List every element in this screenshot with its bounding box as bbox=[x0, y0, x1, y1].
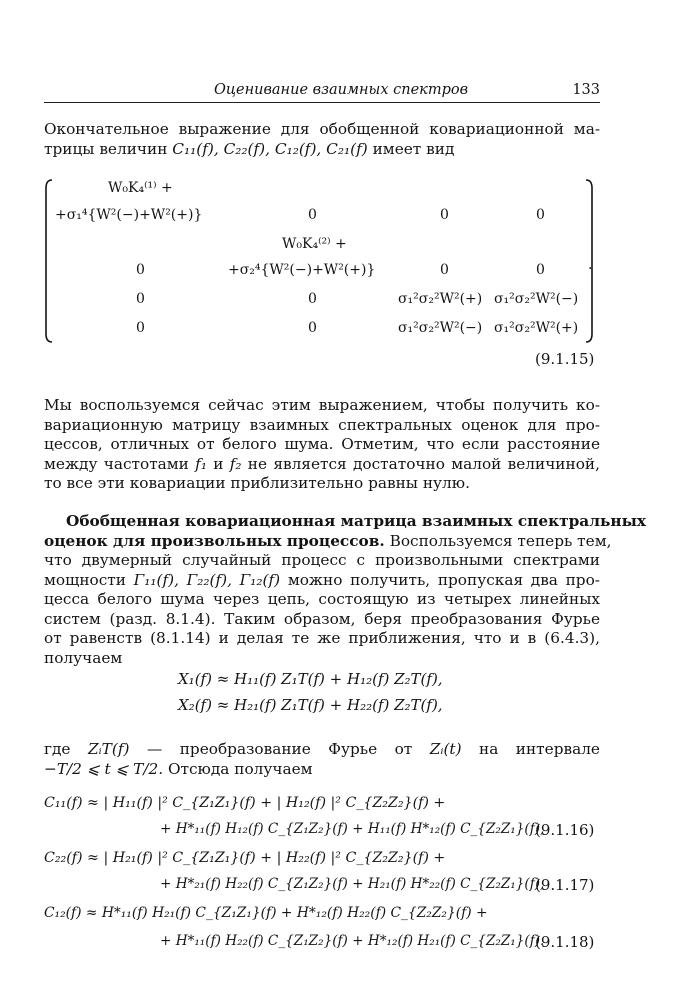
matrix-r2c1: 0 bbox=[136, 262, 145, 278]
running-header bbox=[44, 82, 600, 102]
section-text: Воспользуемся теперь тем, bbox=[389, 531, 612, 550]
equation-number-9-1-16: (9.1.16) bbox=[535, 821, 595, 839]
para2-f1: f₁ bbox=[195, 454, 207, 473]
equation-x1: X₁(f) ≈ H₁₁(f) Z₁T(f) + H₁₂(f) Z₂T(f), bbox=[178, 670, 443, 688]
matrix-r1c2: 0 bbox=[308, 207, 317, 223]
equation-number-9-1-18: (9.1.18) bbox=[535, 933, 595, 951]
where-text-2: Отсюда получаем bbox=[167, 759, 313, 778]
intro-line-1: Окончательное выражение для обобщенной ковариационной ма- bbox=[44, 120, 600, 138]
eq18-line-b: + H*₁₁(f) H₂₂(f) C_{Z₁Z₂}(f) + H*₁₂(f) H₂₁(f) C_{Z₂Z₁}(f). bbox=[160, 933, 545, 949]
where-interval: −T/2 ⩽ t ⩽ T/2. bbox=[44, 759, 164, 778]
section-line-4 bbox=[44, 571, 600, 591]
para2-line-4 bbox=[44, 455, 600, 475]
section-line-2 bbox=[44, 531, 612, 552]
eq17-line-b: + H*₂₁(f) H₂₂(f) C_{Z₁Z₂}(f) + H₂₁(f) H*₂₂(f) C_{Z₂Z₁}(f), bbox=[160, 876, 545, 892]
matrix-r4c4: σ₁²σ₂²W²(+) bbox=[494, 320, 579, 336]
matrix-r3c2: 0 bbox=[308, 291, 317, 307]
matrix-r1c3: 0 bbox=[440, 207, 449, 223]
para2-text: между частотами bbox=[44, 454, 189, 473]
header-title: Оценивание взаимных спектров bbox=[214, 82, 469, 98]
equation-x2: X₂(f) ≈ H₂₁(f) Z₁T(f) + H₂₂(f) Z₂T(f), bbox=[178, 696, 443, 714]
matrix-r2c2-a: W₀K₄⁽²⁾ + bbox=[282, 236, 347, 252]
matrix-r3c1: 0 bbox=[136, 291, 145, 307]
matrix-r4c3: σ₁²σ₂²W²(−) bbox=[398, 320, 483, 336]
para2-line-2: вариационную матрицу взаимных спектральных оценок для про- bbox=[44, 415, 600, 434]
section-spectra-vars: Γ₁₁(f), Γ₂₂(f), Γ₁₂(f) bbox=[133, 570, 281, 589]
where-paragraph bbox=[44, 740, 600, 779]
eq18-line-a: C₁₂(f) ≈ H*₁₁(f) H₂₁(f) C_{Z₁Z₁}(f) + H*₁₂(f) H₂₂(f) C_{Z₂Z₂}(f) + bbox=[44, 905, 488, 921]
section-line-3: что двумерный случайный процесс с произвольными спектрами bbox=[44, 551, 600, 569]
where-text: где bbox=[44, 740, 71, 758]
intro-text: трицы величин bbox=[44, 139, 168, 158]
section-line-8: получаем bbox=[44, 648, 123, 667]
para2-and: и bbox=[213, 454, 224, 473]
equation-number-9-1-17: (9.1.17) bbox=[535, 876, 595, 894]
para2-line-3: цессов, отличных от белого шума. Отметим, что если расстояние bbox=[44, 435, 600, 453]
intro-paragraph bbox=[44, 120, 600, 159]
matrix-r4c1: 0 bbox=[136, 320, 145, 336]
where-text-end: на интервале bbox=[479, 740, 600, 758]
paragraph-2 bbox=[44, 396, 600, 494]
matrix-r3c4: σ₁²σ₂²W²(−) bbox=[494, 291, 579, 307]
section-line-5: цесса белого шума через цепь, состоящую из четырех линейных bbox=[44, 590, 600, 608]
matrix-r1c4: 0 bbox=[536, 207, 545, 223]
matrix-r2c3: 0 bbox=[440, 262, 449, 278]
equation-number-9-1-15: (9.1.15) bbox=[535, 350, 595, 368]
eq17-line-a: C₂₂(f) ≈ | H₂₁(f) |² C_{Z₁Z₁}(f) + | H₂₂(f) |² C_{Z₂Z₂}(f) + bbox=[44, 850, 446, 866]
where-line-2 bbox=[44, 760, 600, 780]
where-line-1 bbox=[44, 740, 600, 760]
matrix-trailing-period: . bbox=[588, 257, 593, 273]
section-paragraph bbox=[44, 512, 647, 668]
eq16-line-a: C₁₁(f) ≈ | H₁₁(f) |² C_{Z₁Z₁}(f) + | H₁₂(f) |² C_{Z₂Z₂}(f) + bbox=[44, 795, 446, 811]
section-heading-line-1: Обобщенная ковариационная матрица взаимных спектральных bbox=[66, 512, 647, 530]
header-rule bbox=[44, 102, 600, 103]
section-text-power: мощности bbox=[44, 570, 126, 589]
matrix-r1c1-a: W₀K₄⁽¹⁾ + bbox=[108, 180, 173, 196]
section-text-end: можно получить, пропуская два про- bbox=[287, 570, 600, 589]
where-text-mid: — преобразование Фурье от bbox=[146, 740, 413, 758]
matrix-r2c4: 0 bbox=[536, 262, 545, 278]
para2-line-5: то все эти ковариации приблизительно равны нулю. bbox=[44, 474, 470, 492]
eq16-line-b: + H*₁₁(f) H₁₂(f) C_{Z₁Z₂}(f) + H₁₁(f) H*₁₂(f) C_{Z₂Z₁}(f), bbox=[160, 821, 545, 837]
para2-text-end: не является достаточно малой величиной, bbox=[247, 454, 600, 473]
para2-f2: f₂ bbox=[229, 454, 242, 473]
matrix-r4c2: 0 bbox=[308, 320, 317, 336]
intro-text-end: имеет вид bbox=[372, 139, 455, 158]
matrix-r3c3: σ₁²σ₂²W²(+) bbox=[398, 291, 483, 307]
intro-variables: C₁₁(f), C₂₂(f), C₁₂(f), C₂₁(f) bbox=[172, 139, 368, 158]
page-number: 133 bbox=[572, 82, 600, 98]
para2-line-1: Мы воспользуемся сейчас этим выражением, чтобы получить ко- bbox=[44, 396, 600, 414]
where-zi: Zᵢ(t) bbox=[429, 740, 462, 758]
section-heading-line-2: оценок для произвольных процессов. bbox=[44, 531, 385, 550]
intro-line-2 bbox=[44, 140, 600, 160]
section-line-7: от равенств (8.1.14) и делая те же приближения, что и в (6.4.3), bbox=[44, 629, 600, 647]
matrix-r1c1-b: +σ₁⁴{W²(−)+W²(+)} bbox=[55, 207, 203, 223]
matrix-r2c2-b: +σ₂⁴{W²(−)+W²(+)} bbox=[228, 262, 376, 278]
matrix-left-bracket bbox=[42, 178, 56, 344]
section-line-6: систем (разд. 8.1.4). Таким образом, беря преобразования Фурье bbox=[44, 609, 600, 628]
where-ziT: ZᵢT(f) bbox=[87, 740, 130, 758]
